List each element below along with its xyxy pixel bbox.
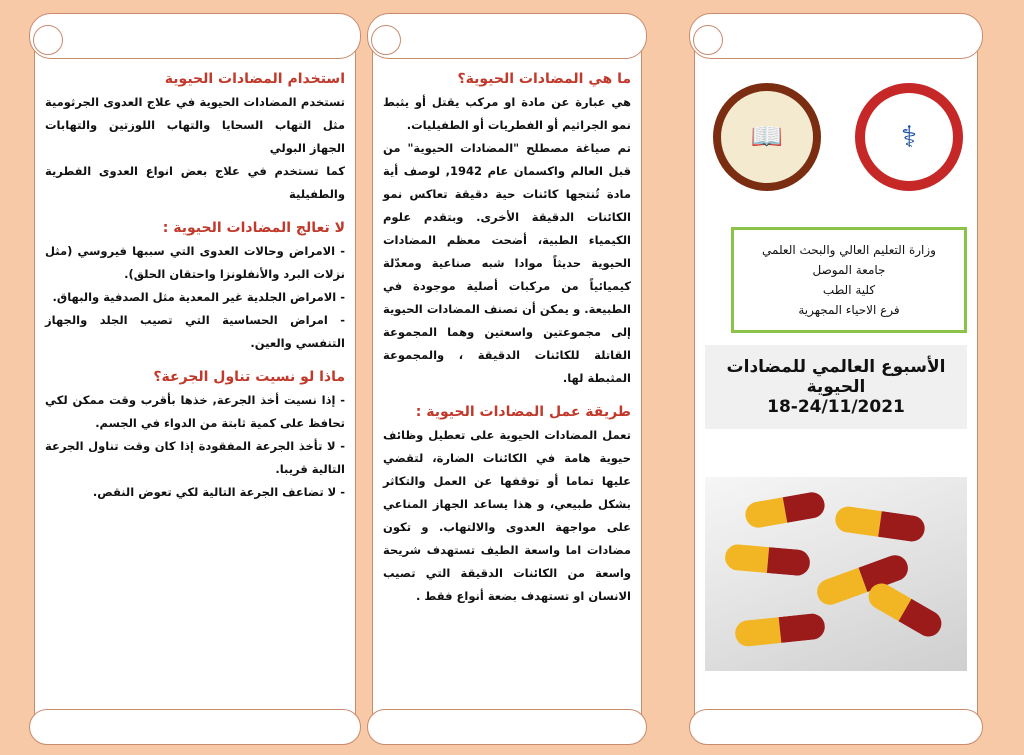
middle-content	[383, 71, 631, 622]
paragraph: - إذا نسيت أخذ الجرعة, خذها بأقرب وقت ممكن لكي تحافظ على كمية ثابتة من الدواء في الجسم.	[45, 393, 345, 430]
section-heading: استخدام المضادات الحيوية	[164, 71, 345, 87]
university-line: جامعة الموصل	[812, 263, 886, 277]
scroll-top-decoration	[29, 13, 361, 59]
what-are-section	[383, 71, 631, 390]
section-heading: ماذا لو نسيت تناول الجرعة؟	[153, 369, 345, 385]
institution-box	[731, 227, 967, 333]
not-treat-section	[45, 220, 345, 355]
college-of-medicine-logo	[855, 83, 963, 191]
book-emblem-icon: 📖	[750, 122, 784, 152]
college-line: كلية الطب	[822, 283, 876, 297]
panel-middle	[372, 14, 642, 744]
paragraph: - امراض الحساسية التي تصيب الجلد والجهاز التنفسي والعين.	[45, 313, 345, 350]
paragraph: هي عبارة عن مادة او مركب يقتل أو يثبط نمو الجراثيم أو الفطريات أو الطفيليات.	[383, 95, 631, 132]
scroll-curl-decoration	[33, 25, 63, 55]
paragraph: تعمل المضادات الحيوية على تعطيل وظائف حيوية هامة في الكائنات الضارة، لتقضي عليها تماما أو توقفها عن العمل والتكاثر بشكل طبيعي، و هذا يساعد الجهاز المناعي على مواجهة العدوى والالتهاب. و تكون مضادات اما واسعة الطيف تستهدف شريحة واسعة من الكائنات الدقيقة التي تصيب الانسان او تستهدف بضعة أنواع فقط .	[383, 428, 631, 603]
panel-right	[694, 14, 978, 744]
scroll-bottom-decoration	[367, 709, 647, 745]
scroll-curl-decoration	[371, 25, 401, 55]
paragraph: - الامراض الجلدية غير المعدية مثل الصدفية والبهاق.	[52, 290, 345, 304]
left-content	[45, 71, 345, 518]
department-line: فرع الاحياء المجهرية	[798, 303, 900, 317]
scroll-bottom-decoration	[689, 709, 983, 745]
capsule	[734, 612, 826, 647]
paragraph: - الامراض وحالات العدوى التي سببها فيروسي (مثل نزلات البرد والأنفلونزا واحتقان الحلق).	[45, 244, 345, 281]
section-heading: لا تعالج المضادات الحيوية :	[162, 220, 345, 236]
university-of-mosul-logo	[713, 83, 821, 191]
event-title-box	[705, 345, 967, 429]
missed-dose-section	[45, 369, 345, 504]
capsule	[743, 490, 826, 529]
scroll-top-decoration	[689, 13, 983, 59]
event-title: الأسبوع العالمي للمضادات الحيوية	[726, 357, 946, 397]
paragraph: تم صياغة مصطلح "المضادات الحيوية" من قبل العالم واكسمان عام 1942, لوصف أية مادة تُنتجها كائنات حية دقيقة تعاكس نمو الكائنات الدقيقة الأخرى. وبتقدم علوم الكيمياء الطبية، أضحت معظم المضادات الحيوية حديثاً موادا شبه صناعية ومعدّلة كيميائياً من مركبات أصلية موجودة في الطبيعة. و يمكن أن تصنف المضادات الحيوية إلى مجموعتين واسعتين وهما المجموعة القاتلة للكائنات الدقيقة ، والمجموعة المثبطة لها.	[383, 141, 631, 385]
caduceus-icon: ⚕	[900, 119, 918, 155]
mechanism-section	[383, 404, 631, 608]
event-dates: 18-24/11/2021	[767, 397, 905, 417]
ministry-line: وزارة التعليم العالي والبحث العلمي	[762, 243, 936, 257]
paragraph: كما تستخدم في علاج بعض انواع العدوى الفطرية والطفيلية	[45, 164, 345, 201]
section-heading: طريقة عمل المضادات الحيوية :	[415, 404, 631, 420]
capsules-photo	[705, 477, 967, 671]
scroll-curl-decoration	[693, 25, 723, 55]
capsule	[834, 505, 927, 543]
logos-row	[703, 83, 969, 193]
capsule	[864, 579, 946, 642]
scroll-top-decoration	[367, 13, 647, 59]
paragraph: - لا تضاعف الجرعة التالية لكي تعوض النقص.	[92, 485, 345, 499]
capsule	[724, 543, 811, 576]
paragraph: تستخدم المضادات الحيوية في علاج العدوى الجرثومية مثل التهاب السحايا والتهاب اللوزتين والتهابات الجهاز البولي	[45, 95, 345, 155]
section-heading: ما هي المضادات الحيوية؟	[457, 71, 631, 87]
paragraph: - لا تأخذ الجرعة المفقودة إذا كان وقت تناول الجرعة التالية قريبا.	[45, 439, 345, 476]
usage-section	[45, 71, 345, 206]
scroll-bottom-decoration	[29, 709, 361, 745]
panel-left	[34, 14, 356, 744]
